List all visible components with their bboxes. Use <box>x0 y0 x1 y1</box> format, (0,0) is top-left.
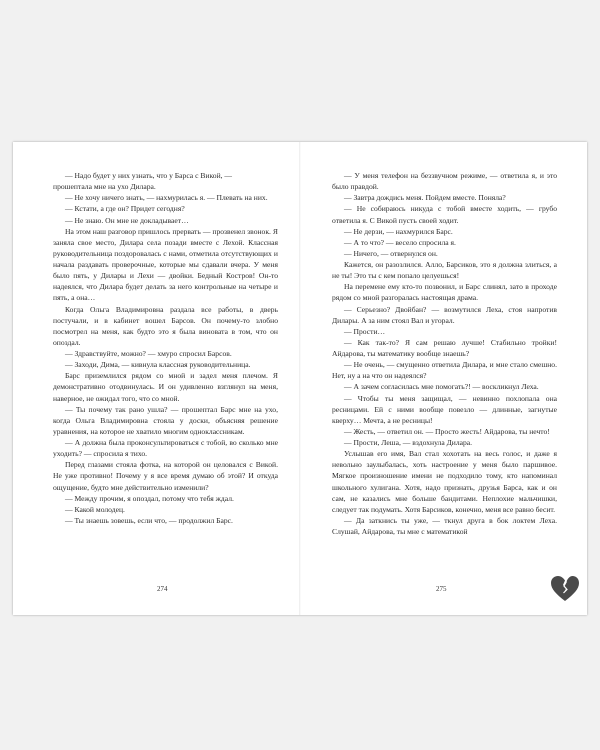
paragraph: — Между прочим, я опоздал, потому что тебя ждал. <box>65 493 234 503</box>
paragraph: — Здравствуйте, можно? — хмуро спросил Барсов. <box>65 349 232 358</box>
paragraph: Барс приземлился рядом со мной и задел меня плечом. Я демонстративно отодвинулась. И он удивленно взглянул на меня, наверное, не ожидал того, что со мной. <box>53 371 278 403</box>
paragraph: — Не хочу ничего знать, — нахмурилась я. — Плевать на них. <box>65 193 268 203</box>
paragraph: прошептала мне на ухо Дилара. <box>53 182 156 192</box>
page-number-right: 275 <box>436 585 447 593</box>
paragraph: — А должна была проконсультироваться с тобой, во сколько мне уходить? — спросила я тихо. <box>53 438 278 459</box>
paragraph: Перед глазами стояла фотка, на которой он целовался с Викой. Не уже противно! Почему у я все время думаю об этой? И откуда ощущение, будто мне действительно изменили? <box>53 460 278 492</box>
broken-heart-icon <box>550 574 580 604</box>
paragraph: — Не знаю. Он мне не докладывает… <box>65 215 189 225</box>
paragraph: — Кстати, а где он? Придет сегодня? <box>65 204 185 214</box>
paragraph: — Ничего, — отвернулся он. <box>344 248 438 258</box>
paragraph: — Серьезно? Двойбан? — возмутился Леха, стоя напротив Дилары. А за ним стоял Вал и угорал. <box>332 304 557 325</box>
paragraph: — Прости… <box>344 326 386 336</box>
paragraph: — Жесть, — ответил он. — Просто жесть! Айдарова, ты нечто! <box>344 426 550 436</box>
paragraph: — Завтра дождись меня. Пойдем вместе. Поняла? <box>344 193 506 203</box>
paragraph: — Не очень, — смущенно ответила Дилара, и мне стало смешно. Нет, ну а на что он надеялся? <box>332 360 557 381</box>
paragraph: На перемене ему кто-то позвонил, и Барс слинял, зато в проходе рядом со мной разгоралась настоящая драма. <box>332 282 557 303</box>
paragraph: Когда Ольга Владимировна раздала все работы, в дверь постучали, и в кабинет вошел Барсов. Он почему-то злобно посмотрел на меня, как будто это я была виновата в том, что он опоздал. <box>53 304 278 347</box>
right-page-text <box>332 170 557 537</box>
paragraph: — Ты почему так рано ушла? — прошептал Барс мне на ухо, когда Ольга Владимировна стояла у доски, объясняя решение уравнения, на которое не хватило многим одноклассникам. <box>53 404 278 436</box>
paragraph: — Да заткнись ты уже, — ткнул друга в бок локтем Леха. Слушай, Айдарова, ты мне с математикой <box>332 515 557 536</box>
left-page-text <box>53 170 278 526</box>
page-number-left: 274 <box>157 585 168 593</box>
paragraph: — Какой молодец. <box>65 504 125 514</box>
paragraph: — Прости, Леша, — вздохнула Дилара. <box>344 438 473 447</box>
paragraph: — Ты знаешь зовешь, если что, — продолжил Барс. <box>65 515 233 525</box>
paragraph: — Надо будет у них узнать, что у Барса с Викой, — <box>65 171 233 180</box>
paragraph: Кажется, он разозлился. Алло, Барсиков, это я должна злиться, а не ты! Это ты с кем попало целуешься! <box>332 260 557 281</box>
paragraph: — А то что? — весело спросила я. <box>344 237 456 247</box>
paragraph: Услышав его имя, Вал стал хохотать на весь голос, и даже я невольно заулыбалась, хоть настроение у меня было паршивое. Мягкое произношение имени не подходило тому, кто напоминал школьного хулигана. Хотя, надо признать, друзья Барса, как и он сам, не казались мне больше бандитами. Неплохие мальчишки, следует так подумать. Хотя Барсиков, конечно, меня все равно бесит. <box>332 449 557 514</box>
book-spread <box>13 142 587 615</box>
paragraph: — Заходи, Дима, — кивнула классная руководительница. <box>65 360 251 370</box>
paragraph: — Не дерзи, — нахмурился Барс. <box>344 226 453 236</box>
paragraph: — Не собираюсь никуда с тобой вместе ходить, — грубо ответила я. С Викой пусть своей ходит. <box>332 204 557 225</box>
paragraph: — Чтобы ты меня защищал, — невинно похлопала она ресницами. Ей с ними вообще повезло — длинные, загнутые кверху… Мечта, а не ресницы! <box>332 393 557 425</box>
book-gutter <box>299 142 301 615</box>
paragraph: — У меня телефон на беззвучном режиме, — ответила я, и это было правдой. <box>332 171 557 192</box>
paragraph: — А зачем согласилась мне помогать?! — воскликнул Леха. <box>344 382 539 392</box>
paragraph: — Как так-то? Я сам решаю лучше! Стабильно тройки! Айдарова, ты математику вообще знаешь? <box>332 337 557 358</box>
paragraph: На этом наш разговор пришлось прервать — прозвенел звонок. Я заняла свое место, Дилара села позади вместе с Лехой. Классная руководительница поздоровалась с нами, отметила отсутствующих и начала раздавать проверочные, которые мы сдавали вчера. У меня было пять, у Дилары и Лехи — двойки. Бедный Костров! Он-то надеялся, что Дилара будет делать за него контрольные на четыре и пять, а она… <box>53 226 278 303</box>
